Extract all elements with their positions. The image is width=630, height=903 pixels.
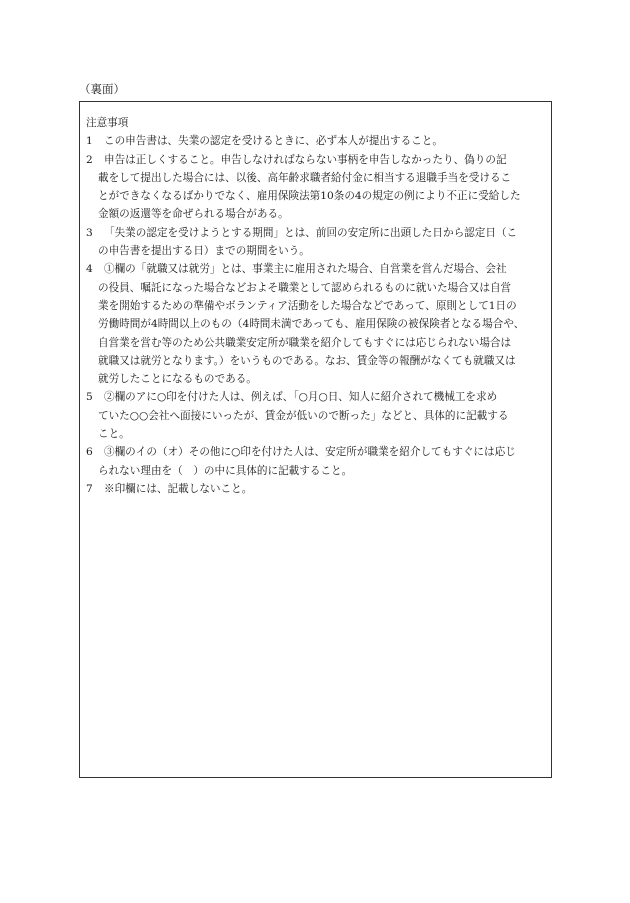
- notice-heading: 注意事項: [86, 117, 129, 129]
- item-number: 3: [86, 226, 93, 239]
- notice-item-6: [86, 443, 547, 480]
- notice-item-1: [86, 132, 547, 150]
- item-text: この申告書は、失業の認定を受けるときに、必ず本人が提出すること。: [104, 135, 443, 148]
- notice-line: の役員、嘱託になった場合などおよそ職業として認められるものに就いた場合又は自営: [98, 281, 512, 294]
- notice-line: 金額の返還等を命ぜられる場合がある。: [98, 208, 289, 221]
- notice-item-4: [86, 260, 547, 388]
- item-number: 1: [86, 135, 93, 148]
- item-text: ①欄の「就職又は就労」とは、事業主に雇用された場合、自営業を営んだ場合、会社: [104, 263, 507, 276]
- item-number: 7: [86, 482, 93, 495]
- notice-line: ていた○○会社へ面接にいったが、賃金が低いので断った」などと、具体的に記載する: [98, 409, 509, 422]
- notice-content: [86, 114, 547, 498]
- notice-line: [86, 151, 547, 169]
- notice-item-7: [86, 480, 547, 498]
- notice-line: 労働時間が4時間以上のもの（4時間未満であっても、雇用保険の被保険者となる場合や、: [98, 318, 525, 331]
- item-text: ③欄のイの（オ）その他に○印を付けた人は、安定所が職業を紹介してもすぐには応じ: [104, 446, 516, 459]
- item-number: 5: [86, 391, 93, 404]
- notice-line: の申告書を提出する日）までの期間をいう。: [98, 245, 310, 258]
- notice-line: られない理由を（ ）の中に具体的に記載すること。: [98, 464, 353, 477]
- notice-item-3: [86, 224, 547, 261]
- notice-line: 載をして提出した場合には、以後、高年齢求職者給付金に相当する退職手当を受けるこ: [98, 171, 512, 184]
- notice-line: 業を開始するための準備やボランティア活動をした場合などであって、原則として1日の: [98, 299, 517, 312]
- notice-item-5: [86, 388, 547, 443]
- notice-line: [86, 224, 547, 242]
- notice-line: [86, 260, 547, 278]
- notice-box: [79, 101, 552, 778]
- notice-line: [86, 132, 547, 150]
- page-side-label: （裏面）: [79, 82, 125, 96]
- item-number: 2: [86, 153, 93, 166]
- item-text: 申告は正しくすること。申告しなければならない事柄を申告しなかったり、偽りの記: [104, 153, 507, 166]
- notice-line: [86, 443, 547, 461]
- notice-line: [86, 480, 547, 498]
- item-number: 6: [86, 446, 93, 459]
- item-text: ※印欄には、記載しないこと。: [104, 482, 253, 495]
- notice-line: 自営業を営む等のため公共職業安定所が職業を紹介してもすぐには応じられない場合は: [98, 336, 512, 349]
- notice-line: 就職又は就労となります。）をいうものである。なお、賃金等の報酬がなくても就職又は: [98, 354, 516, 367]
- item-number: 4: [86, 263, 93, 276]
- item-text: ②欄のアに○印を付けた人は、例えば、「○月○日、知人に紹介されて機械工を求め: [104, 391, 498, 404]
- notice-line: 就労したことになるものである。: [98, 373, 257, 386]
- notice-line: とができなくなるばかりでなく、雇用保険法第10条の4の規定の例により不正に受給した: [98, 190, 521, 203]
- notice-line: [86, 388, 547, 406]
- notice-item-2: [86, 151, 547, 224]
- item-text: 「失業の認定を受けようとする期間」とは、前回の安定所に出頭した日から認定日（こ: [104, 226, 518, 239]
- notice-line: こと。: [98, 428, 130, 441]
